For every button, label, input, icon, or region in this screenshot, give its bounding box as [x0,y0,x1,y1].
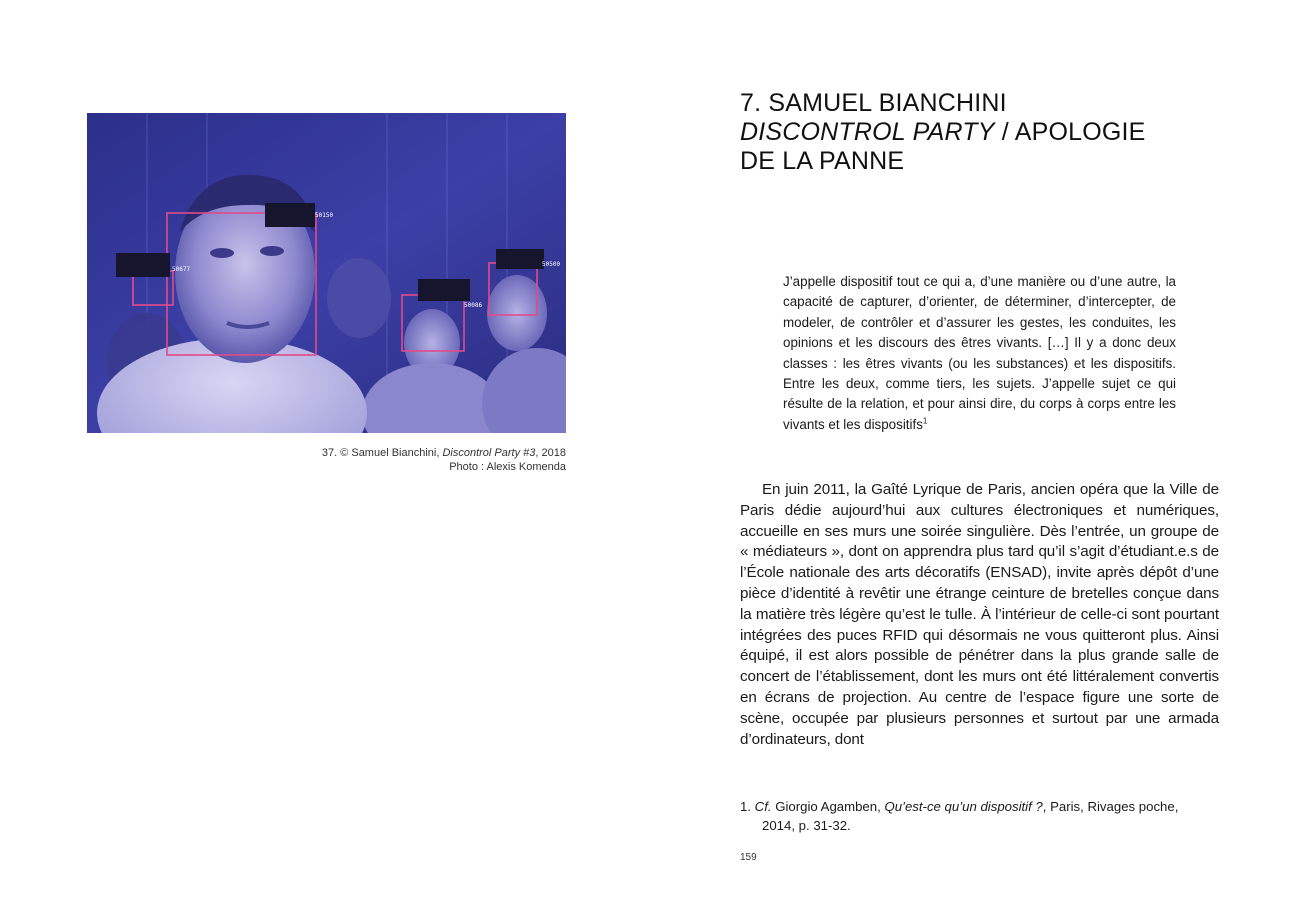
left-page [0,0,652,913]
overlay-code-2: 50150 [315,212,334,219]
photo-caption [87,446,566,474]
caption-line-1: 37. © Samuel Bianchini, Discontrol Party #3, 2018 [321,447,566,459]
page-number: 159 [740,852,757,863]
footnote: 1. Cf. Giorgio Agamben, Qu’est-ce qu’un dispositif ?, Paris, Rivages poche, 2014, p. 31-32. [740,799,1179,833]
caption-work-title: Discontrol Party #3 [442,447,536,459]
chapter-title [740,89,1160,176]
discontrol-party-photo [87,113,566,433]
caption-photo-credit: Photo : Alexis Komenda [449,461,566,473]
chapter-title-line-2: DISCONTROL PARTY / APOLOGIE [740,118,1146,146]
body-paragraph: En juin 2011, la Gaîté Lyrique de Paris, ancien opéra que la Ville de Paris dédie aujourd’hui aux cultures électroniques et numériques, accueille en ses murs une soirée singulière. Dès l’entrée, un groupe de « médiateurs », dont on apprendra plus tard qu’il s’agit d’étudiant.e.s de l’École nationale des arts décoratifs (ENSAD), invite après dépôt d’une pièce d’identité à revêtir une étrange ceinture de bretelles conçue dans la matière très légère qu’est le tulle. À l’intérieur de celle-ci sont pourtant intégrées des puces RFID qui désormais ne vous quitteront plus. Ainsi équipé, il est alors possible de pénétrer dans la plus grande salle de concert de l’établissement, dont les murs ont été littéralement convertis en écrans de projection. Au centre de l’espace figure une sorte de scène, occupée par plusieurs personnes et surtout par une armada d’ordinateurs, dont [740,481,1219,748]
overlay-code-3: 50086 [464,302,483,309]
chapter-title-line-1: 7. SAMUEL BIANCHINI [740,89,1007,117]
footnote-book-title: Qu’est-ce qu’un dispositif ? [884,799,1043,814]
footnote-reference: 1 [922,416,928,426]
epigraph-quote: J’appelle dispositif tout ce qui a, d’une manière ou d’une autre, la capacité de capturer, d’orienter, de déterminer, d’intercepter, de modeler, de contrôler et d’assurer les gestes, les conduites, les opinions et les discours des êtres vivants. […] Il y a donc deux classes : les êtres vivants (ou les substances) et les dispositifs. Entre les deux, comme tiers, les sujets. J’appelle sujet ce qui résulte de la relation, et pour ainsi dire, du corps à corps entre les vivants et les dispositifs$^1$ [783,274,1176,432]
overlay-code-4: 50500 [542,261,561,268]
overlay-code-1: 50677 [172,266,191,273]
chapter-title-line-3: DE LA PANNE [740,147,905,175]
